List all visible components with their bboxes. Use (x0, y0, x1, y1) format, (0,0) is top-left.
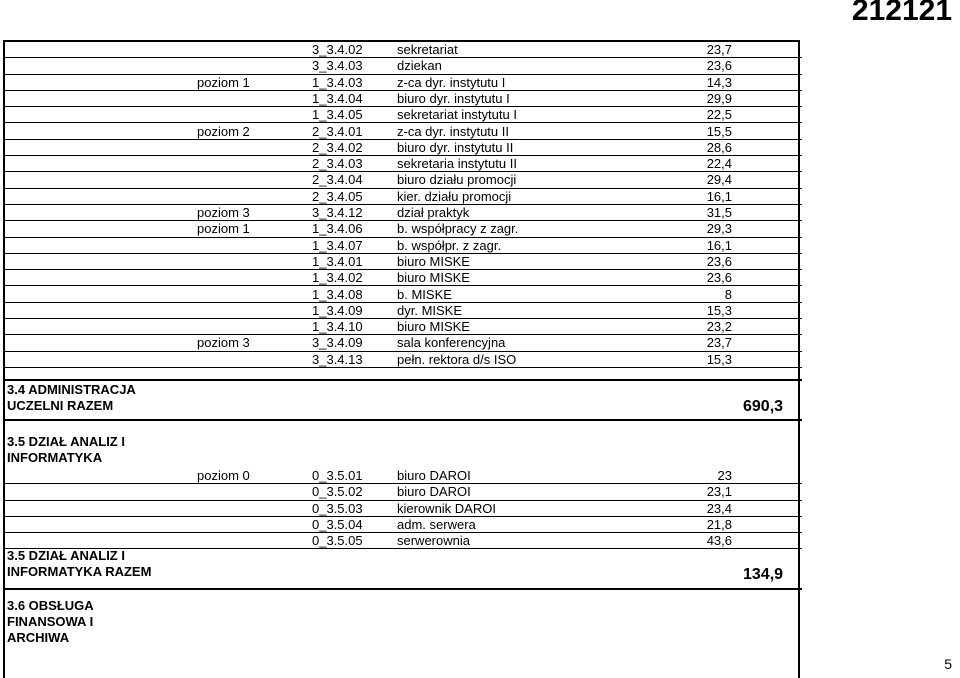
room-area: 21,8 (706, 516, 732, 532)
table-row (5, 42, 802, 58)
table-row (5, 172, 802, 188)
table-row (5, 319, 802, 335)
room-name: dyr. MISKE (397, 302, 463, 318)
section-36-title: 3.6 OBSŁUGA FINANSOWA I ARCHIWA (7, 598, 94, 645)
room-name: biuro MISKE (397, 270, 470, 286)
table-row (5, 91, 802, 107)
room-name: b. współpracy z zagr. (397, 221, 519, 237)
room-name: sekretariat instytutu I (397, 107, 517, 123)
room-level: poziom 3 (197, 335, 250, 351)
room-code: 0_3.5.01 (312, 468, 363, 483)
room-name: biuro dyr. instytutu I (397, 90, 510, 106)
room-code: 1_3.4.08 (312, 286, 363, 302)
room-area: 29,9 (706, 90, 732, 106)
room-area: 31,5 (706, 205, 732, 220)
section-34-total-value: 690,3 (743, 398, 784, 415)
room-area: 23,6 (706, 270, 732, 286)
room-code: 1_3.4.09 (312, 302, 363, 318)
table-row (5, 501, 802, 517)
room-area: 23,7 (706, 335, 732, 351)
room-area: 15,3 (706, 302, 732, 318)
section-35-total-title: 3.5 DZIAŁ ANALIZ I INFORMATYKA RAZEM (7, 548, 152, 579)
room-area: 23,2 (706, 319, 732, 335)
room-name: biuro dyr. instytutu II (397, 139, 514, 155)
room-area: 22,4 (706, 156, 732, 172)
room-area: 29,3 (706, 221, 732, 237)
room-name: biuro działu promocji (397, 172, 517, 188)
room-code: 2_3.4.05 (312, 188, 363, 204)
room-code: 1_3.4.02 (312, 270, 363, 286)
room-name: biuro MISKE (397, 319, 470, 335)
room-area: 23,7 (706, 42, 732, 57)
room-area: 23,1 (706, 484, 732, 500)
table-row (5, 205, 802, 221)
room-area: 8 (724, 286, 732, 302)
room-name: biuro DAROI (397, 468, 471, 483)
table-row (5, 238, 802, 254)
room-code: 0_3.5.02 (312, 484, 363, 500)
room-name: z-ca dyr. instytutu I (397, 74, 506, 90)
room-name: sala konferencyjna (397, 335, 506, 351)
table-row (5, 107, 802, 123)
room-area: 43,6 (706, 533, 732, 549)
room-code: 0_3.5.04 (312, 516, 363, 532)
room-code: 3_3.4.09 (312, 335, 363, 351)
room-area: 15,3 (706, 351, 732, 367)
table-row (5, 303, 802, 319)
page-number: 5 (944, 656, 952, 672)
room-name: biuro MISKE (397, 253, 470, 269)
section-34-total-title: 3.4 ADMINISTRACJA UCZELNI RAZEM (7, 382, 136, 413)
room-name: b. MISKE (397, 286, 452, 302)
table-row (5, 58, 802, 74)
room-name: b. współpr. z zagr. (397, 237, 502, 253)
table-row (5, 221, 802, 237)
room-name: sekretariat (397, 42, 458, 57)
table-row (5, 140, 802, 156)
room-area: 16,1 (706, 188, 732, 204)
room-area: 15,5 (706, 123, 732, 139)
room-area: 14,3 (706, 74, 732, 90)
room-code: 2_3.4.04 (312, 172, 363, 188)
room-code: 1_3.4.04 (312, 90, 363, 106)
room-code: 2_3.4.01 (312, 123, 363, 139)
room-name: serwerownia (397, 533, 470, 549)
table-row (5, 287, 802, 303)
room-area: 23,6 (706, 253, 732, 269)
room-area: 16,1 (706, 237, 732, 253)
room-code: 1_3.4.05 (312, 107, 363, 123)
room-code: 3_3.4.03 (312, 58, 363, 74)
room-code: 3_3.4.12 (312, 205, 363, 220)
room-name: biuro DAROI (397, 484, 471, 500)
room-name: sekretaria instytutu II (397, 156, 517, 172)
table-row (5, 156, 802, 172)
table-row (5, 189, 802, 205)
room-code: 2_3.4.02 (312, 139, 363, 155)
room-level: poziom 3 (197, 205, 250, 220)
room-name: kier. działu promocji (397, 188, 512, 204)
room-table (3, 40, 800, 678)
section-divider (5, 379, 802, 381)
room-area: 22,5 (706, 107, 732, 123)
room-code: 1_3.4.03 (312, 74, 363, 90)
table-row (5, 254, 802, 270)
room-area: 23 (717, 468, 732, 483)
room-name: kierownik DAROI (397, 500, 496, 516)
room-code: 3_3.4.13 (312, 351, 363, 367)
room-name: dział praktyk (397, 205, 470, 220)
section-divider (5, 419, 802, 421)
table-row (5, 75, 802, 91)
room-name: pełn. rektora d/s ISO (397, 351, 517, 367)
room-level: poziom 2 (197, 123, 250, 139)
section-divider (5, 588, 802, 590)
table-row (5, 270, 802, 286)
room-level: poziom 1 (197, 221, 250, 237)
room-code: 3_3.4.02 (312, 42, 363, 57)
section-35-title: 3.5 DZIAŁ ANALIZ I INFORMATYKA (7, 434, 125, 465)
room-code: 1_3.4.10 (312, 319, 363, 335)
table-row (5, 517, 802, 533)
room-code: 0_3.5.05 (312, 533, 363, 549)
room-level: poziom 1 (197, 74, 250, 90)
room-code: 1_3.4.07 (312, 237, 363, 253)
room-level: poziom 0 (197, 468, 250, 483)
room-name: adm. serwera (397, 516, 476, 532)
room-code: 1_3.4.01 (312, 253, 363, 269)
table-row (5, 124, 802, 140)
room-name: z-ca dyr. instytutu II (397, 123, 509, 139)
room-name: dziekan (397, 58, 442, 74)
room-area: 23,4 (706, 500, 732, 516)
room-area: 28,6 (706, 139, 732, 155)
table-row (5, 335, 802, 351)
section-35-total-value: 134,9 (743, 566, 784, 583)
table-row (5, 484, 802, 500)
room-area: 29,4 (706, 172, 732, 188)
room-code: 0_3.5.03 (312, 500, 363, 516)
room-code: 2_3.4.03 (312, 156, 363, 172)
document-code: 212121 (851, 0, 952, 27)
room-code: 1_3.4.06 (312, 221, 363, 237)
table-row (5, 468, 802, 484)
room-area: 23,6 (706, 58, 732, 74)
table-row (5, 352, 802, 368)
